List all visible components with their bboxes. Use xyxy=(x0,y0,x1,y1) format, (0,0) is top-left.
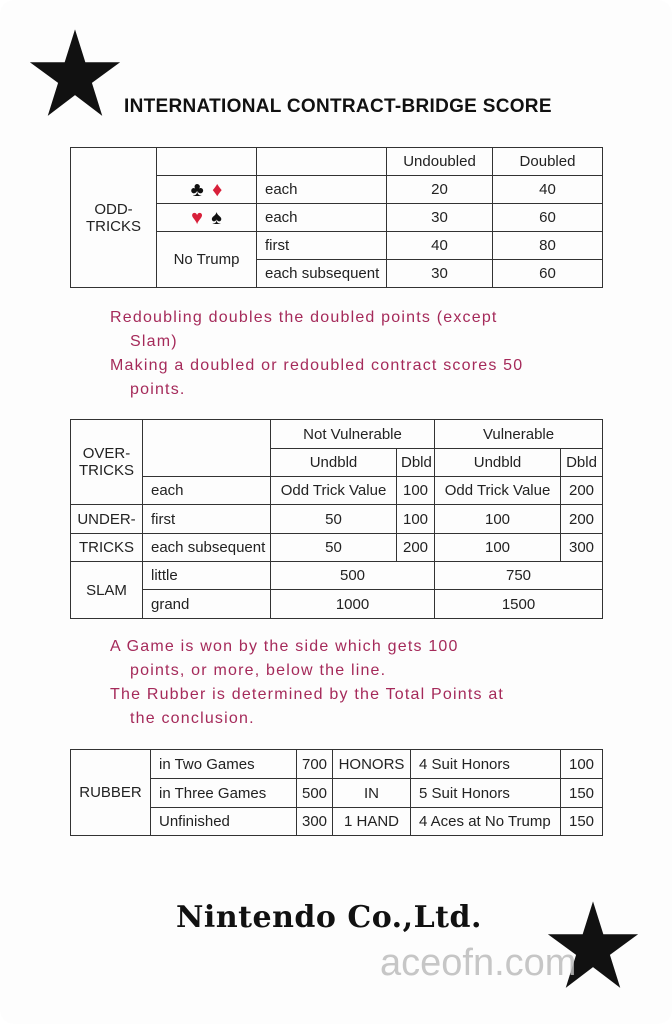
club-icon: ♣ xyxy=(190,178,204,201)
under-label-2: TRICKS xyxy=(71,534,143,562)
honors-label-1: HONORS xyxy=(333,750,411,779)
row-desc: Unfinished xyxy=(151,808,297,836)
note-line: Making a doubled or redoubled contract scores 50 xyxy=(110,357,524,374)
cell: 150 xyxy=(561,808,603,836)
heart-icon: ♥ xyxy=(191,206,203,229)
row-desc: little xyxy=(143,562,271,590)
header-blank xyxy=(143,420,271,477)
cell-undoubled: 30 xyxy=(387,260,493,288)
cell-undoubled: 30 xyxy=(387,204,493,232)
row-desc: first xyxy=(143,505,271,534)
cell: 50 xyxy=(271,505,397,534)
redouble-note xyxy=(110,306,523,402)
cell: 700 xyxy=(297,750,333,779)
header-not-vulnerable: Not Vulnerable xyxy=(271,420,435,449)
header-doubled: Doubled xyxy=(493,148,603,176)
cell: Odd Trick Value xyxy=(435,477,561,505)
cell-undoubled: 20 xyxy=(387,176,493,204)
cell: 500 xyxy=(271,562,435,590)
cell: 200 xyxy=(561,505,603,534)
cell: 100 xyxy=(435,534,561,562)
row-desc: 4 Aces at No Trump xyxy=(411,808,561,836)
cell-undoubled: 40 xyxy=(387,232,493,260)
over-label-1: OVER- xyxy=(82,445,131,462)
row-desc: in Three Games xyxy=(151,779,297,808)
note-line: Redoubling doubles the doubled points (except xyxy=(110,309,498,326)
under-label-1: UNDER- xyxy=(71,505,143,534)
cell: Odd Trick Value xyxy=(271,477,397,505)
row-desc: each subsequent xyxy=(257,260,387,288)
honors-label-3: 1 HAND xyxy=(333,808,411,836)
header-v-undbld: Undbld xyxy=(435,449,561,477)
cell: 200 xyxy=(561,477,603,505)
odd-tricks-label-1: ODD- xyxy=(94,200,133,218)
row-desc: 5 Suit Honors xyxy=(411,779,561,808)
minor-suits xyxy=(157,176,257,204)
no-trump-label: No Trump xyxy=(157,232,257,288)
cell: 1500 xyxy=(435,590,603,619)
brand-logo: Nintendo Co.,Ltd. xyxy=(176,900,482,935)
note-line: Slam) xyxy=(130,333,178,350)
cell: 100 xyxy=(435,505,561,534)
note-line: points, or more, below the line. xyxy=(130,662,387,679)
odd-tricks-table xyxy=(70,147,603,288)
header-vulnerable: Vulnerable xyxy=(435,420,603,449)
honors-label-2: IN xyxy=(333,779,411,808)
cell: 100 xyxy=(397,505,435,534)
odd-tricks-label xyxy=(71,148,157,288)
over-tricks-label xyxy=(71,420,143,505)
over-label-2: TRICKS xyxy=(78,462,134,479)
cell: 1000 xyxy=(271,590,435,619)
cell: 750 xyxy=(435,562,603,590)
row-desc: each xyxy=(257,176,387,204)
row-desc: 4 Suit Honors xyxy=(411,750,561,779)
watermark: aceofn.com xyxy=(380,942,577,984)
row-desc: in Two Games xyxy=(151,750,297,779)
diamond-icon: ♦ xyxy=(212,178,223,201)
header-v-dbld: Dbld xyxy=(561,449,603,477)
cell: 150 xyxy=(561,779,603,808)
spade-icon: ♠ xyxy=(211,206,222,229)
cell: 300 xyxy=(297,808,333,836)
cell: 300 xyxy=(561,534,603,562)
game-rubber-note xyxy=(110,635,504,731)
header-nv-dbld: Dbld xyxy=(397,449,435,477)
rubber-table xyxy=(70,749,603,836)
cell-doubled: 60 xyxy=(493,204,603,232)
cell-doubled: 60 xyxy=(493,260,603,288)
note-line: the conclusion. xyxy=(130,710,255,727)
cell-doubled: 40 xyxy=(493,176,603,204)
cell: 50 xyxy=(271,534,397,562)
major-suits xyxy=(157,204,257,232)
header-undoubled: Undoubled xyxy=(387,148,493,176)
row-desc: each xyxy=(143,477,271,505)
over-under-table xyxy=(70,419,603,619)
row-desc: first xyxy=(257,232,387,260)
header-blank-2 xyxy=(257,148,387,176)
rubber-label: RUBBER xyxy=(71,750,151,836)
note-line: points. xyxy=(130,381,186,398)
header-nv-undbld: Undbld xyxy=(271,449,397,477)
row-desc: each subsequent xyxy=(143,534,271,562)
header-blank-1 xyxy=(157,148,257,176)
cell: 200 xyxy=(397,534,435,562)
row-desc: each xyxy=(257,204,387,232)
slam-label: SLAM xyxy=(71,562,143,619)
row-desc: grand xyxy=(143,590,271,619)
cell-doubled: 80 xyxy=(493,232,603,260)
note-line: A Game is won by the side which gets 100 xyxy=(110,638,459,655)
cell: 100 xyxy=(397,477,435,505)
cell: 500 xyxy=(297,779,333,808)
note-line: The Rubber is determined by the Total Points at xyxy=(110,686,505,703)
page-title: INTERNATIONAL CONTRACT-BRIDGE SCORE xyxy=(124,96,552,117)
odd-tricks-label-2: TRICKS xyxy=(85,217,141,235)
star-icon-top-left xyxy=(28,28,122,120)
cell: 100 xyxy=(561,750,603,779)
